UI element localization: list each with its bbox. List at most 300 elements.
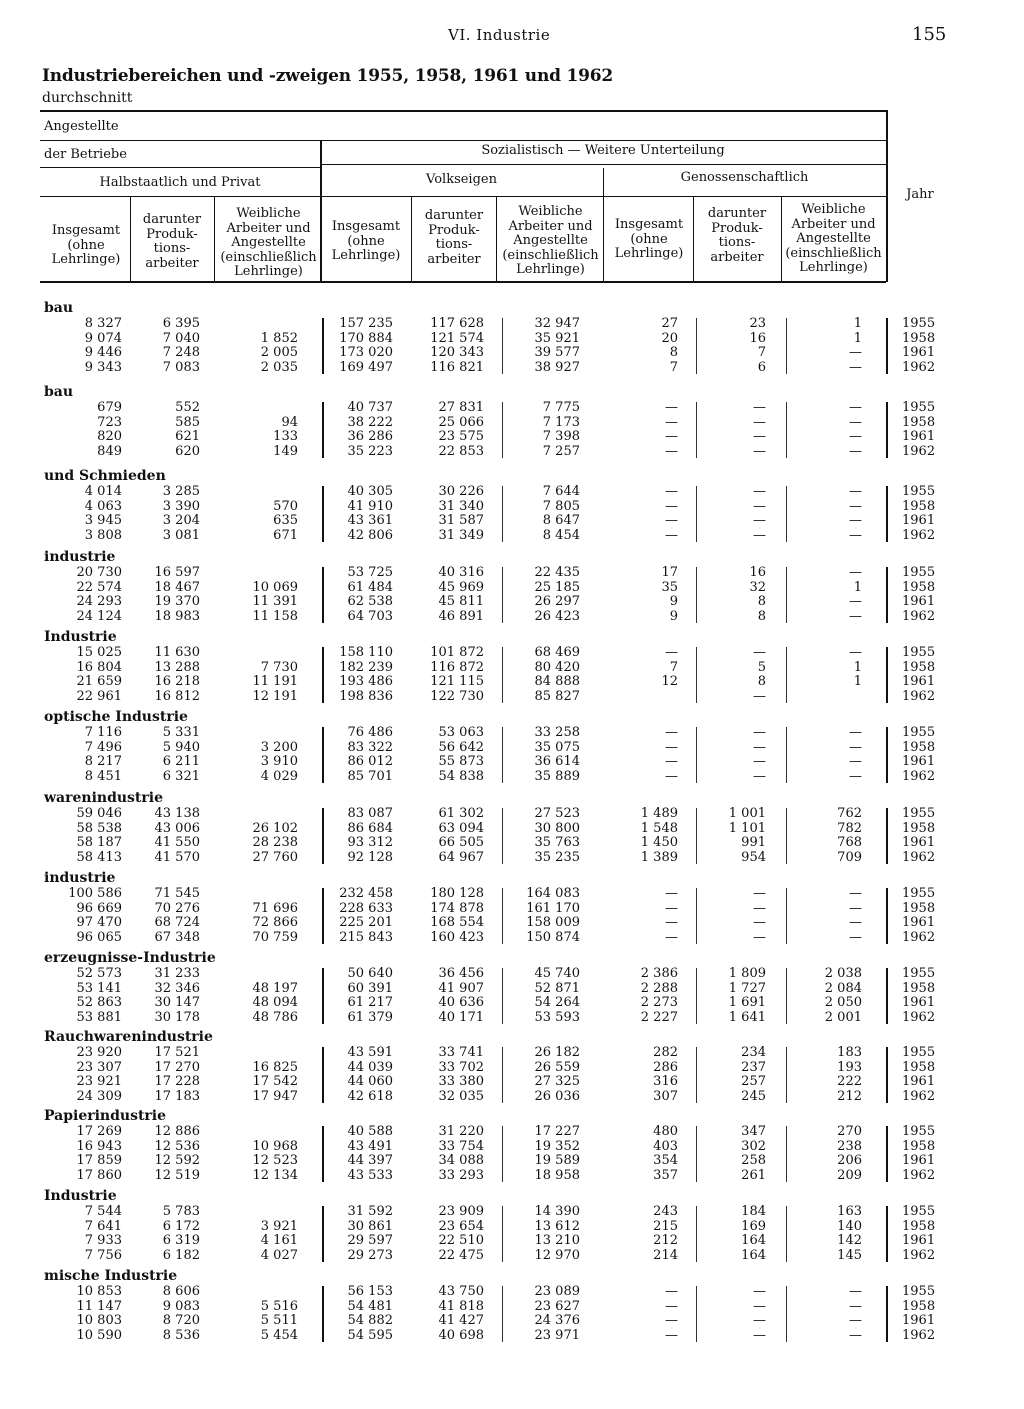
cell-darunter-gen: 164 <box>741 1233 766 1248</box>
column-divider <box>502 1126 503 1182</box>
cell-insgesamt-halb: 52 863 <box>76 995 122 1010</box>
cell-darunter-halb: 12 886 <box>154 1124 200 1139</box>
cell-weibliche-halb: 635 <box>273 513 298 528</box>
cell-weibliche-gen: 1 <box>853 330 862 346</box>
cell-jahr: 1955 <box>902 1045 936 1060</box>
cell-insgesamt-gen: — <box>665 739 678 755</box>
cell-jahr: 1955 <box>902 886 936 901</box>
cell-weibliche-halb: 4 029 <box>260 768 298 784</box>
cell-weibliche-gen: 145 <box>837 1247 862 1263</box>
column-divider <box>502 486 503 542</box>
column-divider <box>786 1206 787 1262</box>
cell-weibliche-gen: 212 <box>837 1088 862 1104</box>
cell-darunter-halb: 30 178 <box>154 1009 200 1025</box>
cell-darunter-gen: — <box>753 754 766 769</box>
cell-darunter-gen: — <box>753 1313 766 1328</box>
cell-insgesamt-halb: 53 141 <box>76 980 122 996</box>
cell-weibliche-volk: 30 800 <box>534 820 580 836</box>
cell-darunter-halb: 6 395 <box>162 316 200 331</box>
cell-darunter-halb: 7 083 <box>162 359 200 375</box>
cell-weibliche-halb: 570 <box>273 498 298 514</box>
cell-jahr: 1962 <box>902 1327 936 1343</box>
cell-insgesamt-gen: 1 450 <box>640 835 678 850</box>
cell-weibliche-gen: — <box>849 513 862 528</box>
column-divider <box>786 888 787 944</box>
cell-darunter-halb: 7 040 <box>162 330 200 346</box>
cell-darunter-volk: 101 872 <box>430 645 484 660</box>
cell-weibliche-volk: 80 420 <box>534 659 580 675</box>
cell-insgesamt-gen: 354 <box>653 1153 678 1168</box>
group-label: industrie <box>44 549 116 565</box>
cell-weibliche-volk: 26 559 <box>534 1059 580 1075</box>
cell-weibliche-halb: 17 542 <box>252 1074 298 1089</box>
cell-weibliche-volk: 45 740 <box>534 966 580 981</box>
header-genossenschaftlich: Genossenschaftlich <box>680 170 809 185</box>
cell-weibliche-gen: 183 <box>837 1045 862 1060</box>
cell-jahr: 1955 <box>902 565 936 580</box>
cell-weibliche-halb: 7 730 <box>260 659 298 675</box>
cell-jahr: 1961 <box>902 674 936 689</box>
cell-darunter-gen: — <box>753 414 766 430</box>
cell-insgesamt-volk: 50 640 <box>347 966 393 981</box>
cell-insgesamt-gen: 9 <box>669 594 678 609</box>
column-divider <box>886 1286 888 1342</box>
cell-weibliche-volk: 35 763 <box>534 835 580 850</box>
cell-darunter-volk: 54 838 <box>438 768 484 784</box>
cell-darunter-gen: — <box>753 768 766 784</box>
cell-darunter-gen: 991 <box>741 835 766 850</box>
cell-insgesamt-volk: 232 458 <box>339 886 393 901</box>
cell-insgesamt-halb: 23 920 <box>76 1045 122 1060</box>
cell-weibliche-gen: — <box>849 414 862 430</box>
cell-darunter-volk: 33 754 <box>438 1138 484 1154</box>
cell-jahr: 1955 <box>902 645 936 660</box>
cell-darunter-gen: 1 101 <box>728 820 766 836</box>
cell-insgesamt-gen: — <box>665 645 678 660</box>
cell-insgesamt-volk: 43 591 <box>347 1045 393 1060</box>
cell-darunter-volk: 25 066 <box>438 414 484 430</box>
cell-weibliche-gen: 193 <box>837 1059 862 1075</box>
cell-darunter-halb: 32 346 <box>154 980 200 996</box>
cell-weibliche-gen: — <box>849 768 862 784</box>
cell-weibliche-halb: 72 866 <box>252 915 298 930</box>
cell-jahr: 1958 <box>902 820 936 836</box>
cell-jahr: 1955 <box>902 1284 936 1299</box>
cell-insgesamt-halb: 3 808 <box>84 527 122 543</box>
cell-insgesamt-gen: — <box>665 527 678 543</box>
cell-insgesamt-volk: 35 223 <box>347 443 393 459</box>
cell-insgesamt-volk: 93 312 <box>347 835 393 850</box>
cell-weibliche-volk: 26 036 <box>534 1088 580 1104</box>
cell-jahr: 1958 <box>902 1218 936 1234</box>
column-divider <box>696 486 697 542</box>
cell-insgesamt-volk: 42 618 <box>347 1088 393 1104</box>
cell-weibliche-gen: 206 <box>837 1153 862 1168</box>
cell-weibliche-gen: 2 084 <box>824 980 862 996</box>
cell-darunter-gen: 32 <box>749 579 766 595</box>
cell-weibliche-gen: 1 <box>853 674 862 689</box>
cell-jahr: 1962 <box>902 768 936 784</box>
cell-weibliche-halb: 71 696 <box>252 900 298 916</box>
cell-insgesamt-halb: 9 343 <box>84 359 122 375</box>
cell-insgesamt-volk: 170 884 <box>339 330 393 346</box>
cell-darunter-gen: — <box>753 688 766 704</box>
cell-darunter-halb: 67 348 <box>154 929 200 945</box>
cell-darunter-volk: 22 853 <box>438 443 484 459</box>
column-divider <box>322 968 324 1024</box>
cell-darunter-volk: 31 340 <box>438 498 484 514</box>
cell-insgesamt-gen: — <box>665 513 678 528</box>
cell-darunter-gen: — <box>753 1284 766 1299</box>
cell-insgesamt-volk: 92 128 <box>347 849 393 865</box>
cell-insgesamt-gen: 2 288 <box>640 980 678 996</box>
cell-insgesamt-halb: 100 586 <box>68 886 122 901</box>
cell-weibliche-gen: — <box>849 1313 862 1328</box>
cell-darunter-volk: 46 891 <box>438 608 484 624</box>
cell-insgesamt-volk: 157 235 <box>339 316 393 331</box>
cell-darunter-gen: 6 <box>757 359 766 375</box>
cell-darunter-gen: — <box>753 900 766 916</box>
cell-darunter-volk: 121 574 <box>430 330 484 346</box>
cell-darunter-halb: 3 204 <box>162 513 200 528</box>
cell-weibliche-volk: 35 889 <box>534 768 580 784</box>
cell-weibliche-volk: 158 009 <box>526 915 580 930</box>
cell-darunter-volk: 23 575 <box>438 429 484 444</box>
cell-weibliche-halb: 12 523 <box>252 1153 298 1168</box>
cell-insgesamt-halb: 22 961 <box>76 688 122 704</box>
cell-darunter-volk: 40 636 <box>438 995 484 1010</box>
cell-darunter-halb: 71 545 <box>154 886 200 901</box>
cell-darunter-halb: 41 570 <box>154 849 200 865</box>
column-divider <box>322 318 324 374</box>
cell-insgesamt-volk: 198 836 <box>339 688 393 704</box>
cell-weibliche-halb: 48 094 <box>252 995 298 1010</box>
cell-insgesamt-volk: 60 391 <box>347 980 393 996</box>
cell-weibliche-gen: — <box>849 1298 862 1314</box>
cell-darunter-volk: 34 088 <box>438 1153 484 1168</box>
cell-weibliche-volk: 161 170 <box>526 900 580 916</box>
cell-insgesamt-volk: 182 239 <box>339 659 393 675</box>
cell-insgesamt-halb: 849 <box>97 443 122 459</box>
cell-insgesamt-gen: — <box>665 1327 678 1343</box>
cell-weibliche-halb: 48 197 <box>252 980 298 996</box>
cell-insgesamt-volk: 40 305 <box>347 484 393 499</box>
column-divider <box>786 808 787 864</box>
cell-jahr: 1962 <box>902 1247 936 1263</box>
column-divider <box>502 1206 503 1262</box>
column-divider <box>886 486 888 542</box>
cell-weibliche-gen: 782 <box>837 820 862 836</box>
cell-insgesamt-halb: 10 853 <box>76 1284 122 1299</box>
cell-weibliche-gen: — <box>849 443 862 459</box>
cell-darunter-volk: 36 456 <box>438 966 484 981</box>
cell-insgesamt-halb: 53 881 <box>76 1009 122 1025</box>
cell-insgesamt-gen: 27 <box>661 316 678 331</box>
cell-jahr: 1961 <box>902 345 936 360</box>
column-divider <box>886 808 888 864</box>
cell-insgesamt-gen: 9 <box>669 608 678 624</box>
cell-insgesamt-halb: 8 217 <box>84 754 122 769</box>
cell-weibliche-gen: — <box>849 886 862 901</box>
cell-insgesamt-halb: 11 147 <box>76 1298 122 1314</box>
cell-insgesamt-halb: 9 074 <box>84 330 122 346</box>
cell-darunter-gen: 8 <box>757 674 766 689</box>
colhead-darunter-1: darunter Produk-tions-arbeiter <box>142 212 202 271</box>
column-divider <box>322 647 324 703</box>
cell-weibliche-gen: — <box>849 900 862 916</box>
cell-darunter-volk: 55 873 <box>438 754 484 769</box>
cell-darunter-gen: — <box>753 915 766 930</box>
cell-weibliche-volk: 164 083 <box>526 886 580 901</box>
column-divider <box>696 318 697 374</box>
cell-darunter-gen: 954 <box>741 849 766 865</box>
cell-darunter-volk: 27 831 <box>438 400 484 415</box>
cell-weibliche-gen: 1 <box>853 659 862 675</box>
cell-weibliche-halb: 2 035 <box>260 359 298 375</box>
column-divider <box>786 318 787 374</box>
cell-insgesamt-volk: 173 020 <box>339 345 393 360</box>
cell-insgesamt-halb: 679 <box>97 400 122 415</box>
cell-weibliche-gen: 2 050 <box>824 995 862 1010</box>
cell-insgesamt-volk: 44 060 <box>347 1074 393 1089</box>
cell-weibliche-volk: 84 888 <box>534 674 580 689</box>
cell-insgesamt-halb: 52 573 <box>76 966 122 981</box>
cell-darunter-halb: 6 211 <box>162 754 200 769</box>
group-label: Industrie <box>44 1188 117 1204</box>
cell-weibliche-volk: 39 577 <box>534 345 580 360</box>
cell-darunter-gen: 169 <box>741 1218 766 1234</box>
cell-insgesamt-halb: 58 187 <box>76 835 122 850</box>
table-subtitle: durchschnitt <box>42 90 133 106</box>
cell-darunter-gen: — <box>753 527 766 543</box>
cell-jahr: 1962 <box>902 1088 936 1104</box>
cell-insgesamt-halb: 16 804 <box>76 659 122 675</box>
cell-darunter-halb: 17 183 <box>154 1088 200 1104</box>
cell-insgesamt-gen: — <box>665 915 678 930</box>
column-divider <box>322 1126 324 1182</box>
cell-jahr: 1958 <box>902 980 936 996</box>
column-divider <box>502 402 503 458</box>
cell-insgesamt-gen: 215 <box>653 1218 678 1234</box>
cell-insgesamt-halb: 10 590 <box>76 1327 122 1343</box>
cell-insgesamt-halb: 7 496 <box>84 739 122 755</box>
column-divider <box>786 1047 787 1103</box>
cell-darunter-halb: 31 233 <box>154 966 200 981</box>
cell-darunter-gen: 347 <box>741 1124 766 1139</box>
cell-insgesamt-volk: 83 087 <box>347 806 393 821</box>
column-divider <box>786 727 787 783</box>
cell-insgesamt-volk: 31 592 <box>347 1204 393 1219</box>
cell-darunter-gen: 1 691 <box>728 995 766 1010</box>
cell-insgesamt-volk: 54 481 <box>347 1298 393 1314</box>
cell-insgesamt-halb: 7 116 <box>84 725 122 740</box>
group-label: Industrie <box>44 629 117 645</box>
cell-insgesamt-gen: — <box>665 754 678 769</box>
cell-weibliche-volk: 7 775 <box>542 400 580 415</box>
cell-weibliche-volk: 52 871 <box>534 980 580 996</box>
group-label: warenindustrie <box>44 790 163 806</box>
cell-weibliche-volk: 14 390 <box>534 1204 580 1219</box>
cell-insgesamt-volk: 53 725 <box>347 565 393 580</box>
column-divider <box>502 567 503 623</box>
cell-insgesamt-volk: 158 110 <box>339 645 393 660</box>
cell-jahr: 1958 <box>902 739 936 755</box>
cell-insgesamt-gen: 214 <box>653 1247 678 1263</box>
cell-weibliche-gen: — <box>849 484 862 499</box>
cell-weibliche-halb: 70 759 <box>252 929 298 945</box>
cell-darunter-gen: 1 641 <box>728 1009 766 1025</box>
group-label: und Schmieden <box>44 468 166 484</box>
cell-jahr: 1955 <box>902 1124 936 1139</box>
cell-darunter-volk: 66 505 <box>438 835 484 850</box>
cell-weibliche-volk: 26 182 <box>534 1045 580 1060</box>
cell-weibliche-gen: 762 <box>837 806 862 821</box>
cell-weibliche-halb: 17 947 <box>252 1088 298 1104</box>
cell-insgesamt-gen: 316 <box>653 1074 678 1089</box>
cell-darunter-halb: 18 983 <box>154 608 200 624</box>
column-divider <box>886 1206 888 1262</box>
header-angestellte: Angestellte <box>44 119 119 134</box>
cell-weibliche-volk: 36 614 <box>534 754 580 769</box>
cell-insgesamt-gen: — <box>665 900 678 916</box>
column-divider <box>502 968 503 1024</box>
cell-jahr: 1958 <box>902 498 936 514</box>
cell-darunter-volk: 116 872 <box>430 659 484 675</box>
cell-jahr: 1958 <box>902 579 936 595</box>
cell-insgesamt-gen: — <box>665 498 678 514</box>
cell-jahr: 1962 <box>902 443 936 459</box>
group-label: erzeugnisse-Industrie <box>44 950 216 966</box>
cell-weibliche-volk: 35 235 <box>534 849 580 865</box>
cell-darunter-gen: — <box>753 1327 766 1343</box>
cell-insgesamt-volk: 169 497 <box>339 359 393 375</box>
cell-weibliche-halb: 10 968 <box>252 1138 298 1154</box>
cell-weibliche-volk: 53 593 <box>534 1009 580 1025</box>
column-divider <box>886 567 888 623</box>
cell-insgesamt-halb: 7 641 <box>84 1218 122 1234</box>
cell-weibliche-gen: 2 001 <box>824 1009 862 1025</box>
cell-darunter-halb: 6 172 <box>162 1218 200 1234</box>
cell-darunter-halb: 30 147 <box>154 995 200 1010</box>
cell-insgesamt-volk: 30 861 <box>347 1218 393 1234</box>
column-divider <box>786 567 787 623</box>
cell-insgesamt-gen: 1 489 <box>640 806 678 821</box>
colhead-weibliche-2: Weibliche Arbeiter und Angestellte (einschließlich Lehrlinge) <box>502 204 599 277</box>
cell-jahr: 1958 <box>902 659 936 675</box>
column-divider <box>786 1286 787 1342</box>
cell-weibliche-halb: 12 134 <box>252 1167 298 1183</box>
cell-weibliche-gen: 142 <box>837 1233 862 1248</box>
cell-weibliche-halb: 5 454 <box>260 1327 298 1343</box>
cell-darunter-halb: 11 630 <box>154 645 200 660</box>
cell-darunter-halb: 12 519 <box>154 1167 200 1183</box>
cell-darunter-halb: 17 521 <box>154 1045 200 1060</box>
cell-weibliche-volk: 24 376 <box>534 1313 580 1328</box>
cell-insgesamt-halb: 4 014 <box>84 484 122 499</box>
cell-insgesamt-volk: 215 843 <box>339 929 393 945</box>
cell-insgesamt-halb: 96 669 <box>76 900 122 916</box>
cell-insgesamt-volk: 86 684 <box>347 820 393 836</box>
cell-insgesamt-volk: 40 588 <box>347 1124 393 1139</box>
cell-insgesamt-volk: 38 222 <box>347 414 393 430</box>
cell-jahr: 1961 <box>902 1153 936 1168</box>
cell-darunter-halb: 7 248 <box>162 345 200 360</box>
cell-weibliche-gen: 709 <box>837 849 862 865</box>
cell-darunter-volk: 61 302 <box>438 806 484 821</box>
cell-darunter-gen: — <box>753 645 766 660</box>
cell-insgesamt-gen: — <box>665 886 678 901</box>
column-divider <box>886 402 888 458</box>
cell-darunter-volk: 31 587 <box>438 513 484 528</box>
column-divider <box>502 888 503 944</box>
cell-darunter-gen: — <box>753 886 766 901</box>
cell-jahr: 1955 <box>902 316 936 331</box>
cell-insgesamt-gen: 20 <box>661 330 678 346</box>
group-label: Rauchwarenindustrie <box>44 1029 213 1045</box>
cell-insgesamt-halb: 24 293 <box>76 594 122 609</box>
cell-jahr: 1958 <box>902 1059 936 1075</box>
cell-darunter-halb: 9 083 <box>162 1298 200 1314</box>
cell-darunter-gen: 257 <box>741 1074 766 1089</box>
cell-darunter-volk: 120 343 <box>430 345 484 360</box>
cell-insgesamt-halb: 3 945 <box>84 513 122 528</box>
cell-weibliche-volk: 68 469 <box>534 645 580 660</box>
cell-weibliche-halb: 4 027 <box>260 1247 298 1263</box>
cell-darunter-volk: 121 115 <box>430 674 484 689</box>
cell-weibliche-halb: 3 910 <box>260 754 298 769</box>
cell-jahr: 1962 <box>902 929 936 945</box>
cell-insgesamt-halb: 9 446 <box>84 345 122 360</box>
cell-weibliche-volk: 23 089 <box>534 1284 580 1299</box>
cell-jahr: 1955 <box>902 484 936 499</box>
column-divider <box>322 1286 324 1342</box>
cell-darunter-halb: 17 270 <box>154 1059 200 1075</box>
cell-weibliche-volk: 54 264 <box>534 995 580 1010</box>
cell-insgesamt-halb: 58 538 <box>76 820 122 836</box>
cell-weibliche-gen: — <box>849 527 862 543</box>
cell-jahr: 1961 <box>902 835 936 850</box>
cell-jahr: 1958 <box>902 1298 936 1314</box>
cell-weibliche-halb: 94 <box>281 414 298 430</box>
column-divider <box>502 647 503 703</box>
cell-insgesamt-gen: 17 <box>661 565 678 580</box>
cell-insgesamt-gen: 282 <box>653 1045 678 1060</box>
cell-darunter-halb: 6 319 <box>162 1233 200 1248</box>
cell-weibliche-halb: 133 <box>273 429 298 444</box>
cell-darunter-volk: 32 035 <box>438 1088 484 1104</box>
cell-insgesamt-volk: 193 486 <box>339 674 393 689</box>
cell-darunter-volk: 22 510 <box>438 1233 484 1248</box>
cell-weibliche-volk: 33 258 <box>534 725 580 740</box>
column-divider <box>786 486 787 542</box>
cell-jahr: 1962 <box>902 527 936 543</box>
cell-insgesamt-gen: 8 <box>669 345 678 360</box>
cell-insgesamt-halb: 24 309 <box>76 1088 122 1104</box>
cell-darunter-halb: 8 606 <box>162 1284 200 1299</box>
cell-jahr: 1961 <box>902 1313 936 1328</box>
group-label: bau <box>44 300 74 316</box>
cell-insgesamt-gen: 357 <box>653 1167 678 1183</box>
cell-weibliche-halb: 11 158 <box>252 608 298 624</box>
cell-weibliche-volk: 19 589 <box>534 1153 580 1168</box>
cell-insgesamt-halb: 23 921 <box>76 1074 122 1089</box>
cell-darunter-halb: 18 467 <box>154 579 200 595</box>
cell-weibliche-halb: 1 852 <box>260 330 298 346</box>
column-divider <box>696 727 697 783</box>
cell-jahr: 1962 <box>902 1167 936 1183</box>
cell-jahr: 1962 <box>902 849 936 865</box>
cell-insgesamt-volk: 62 538 <box>347 594 393 609</box>
